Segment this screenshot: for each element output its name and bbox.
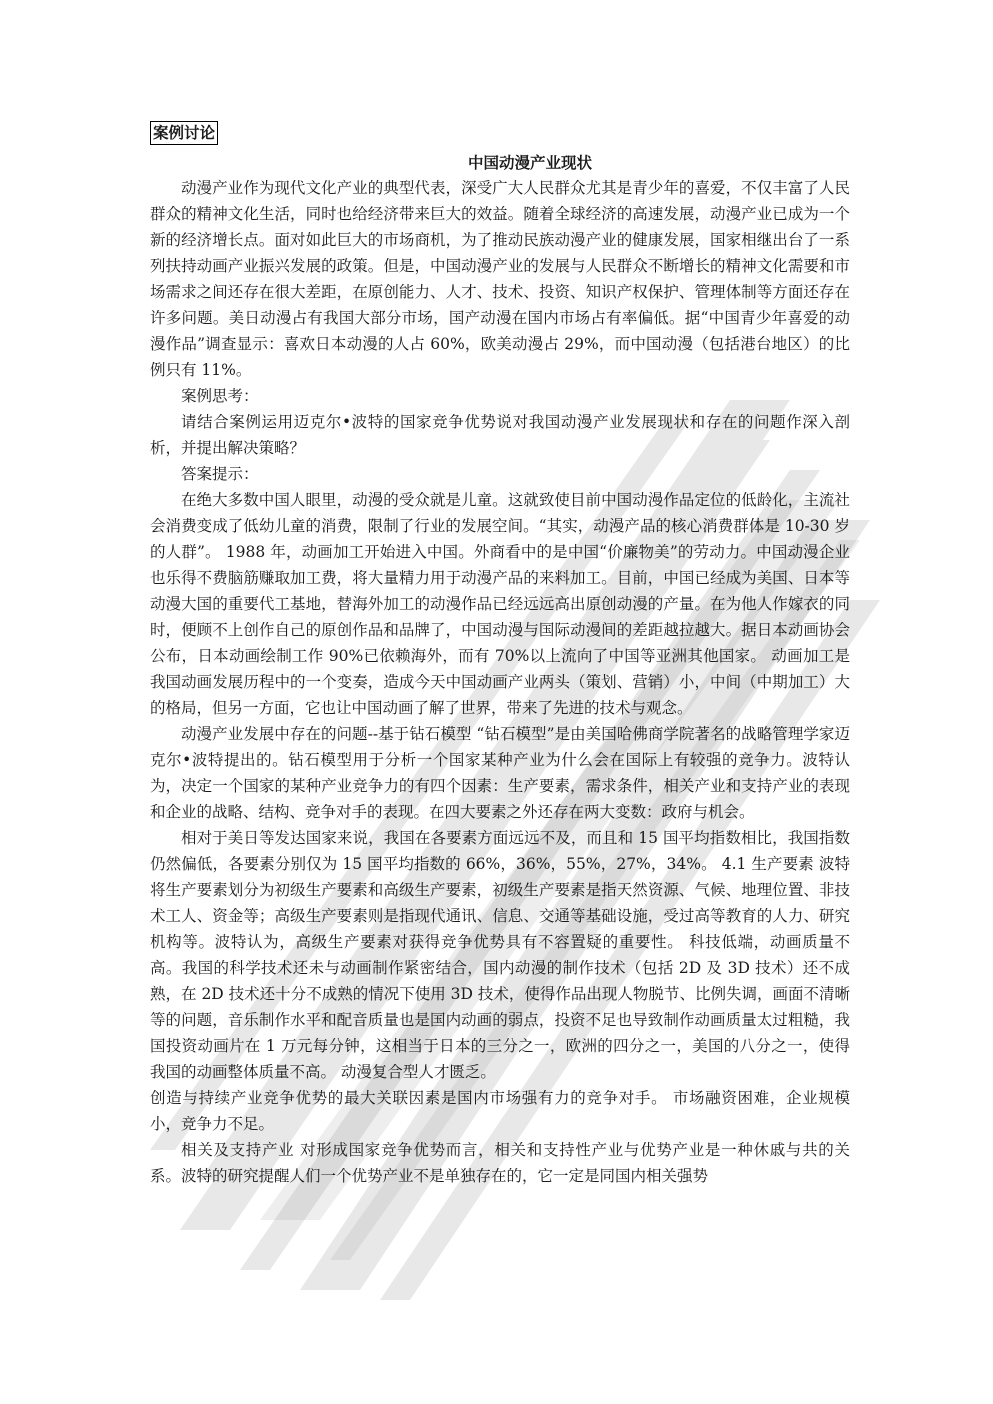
paragraph-answer-hint-label: 答案提示： (181, 465, 259, 483)
paragraph-factors: 相对于美日等发达国家来说，我国在各要素方面远远不及，而且和 15 国平均指数相比，我国指数仍然偏低，各要素分别仅为 15 国平均指数的 66%，36%，55%，27%，34%。 4.1 生产要素 波特将生产要素划分为初级生产要素和高级生产要素，初级生产要素是指天然资源、气候、地理位置、非技术工人、资金等；高级生产要素则是指现代通讯、信息、交通等基础设施，受过高等教育的人力、研究机构等。波特认为，高级生产要素对获得竞争优势具有不容置疑的重要性。 科技低端，动画质量不高。我国的科学技术还未与动画制作紧密结合，国内动漫的制作技术（包括 2D 及 3D 技术）还不成熟，在 2D 技术还十分不成熟的情况下使用 3D 技术，使得作品出现人物脱节、比例失调，画面不清晰等的问题，音乐制作水平和配音质量也是国内动画的弱点，投资不足也导致制作动画质量太过粗糙，我国投资动画片在 1 万元每分钟，这相当于日本的三分之一，欧洲的四分之一，美国的八分之一，使得我国的动画整体质量不高。 动漫复合型人才匮乏。 (150, 829, 850, 1081)
section-label: 案例讨论 (150, 121, 218, 145)
paragraph-related-industries: 相关及支持产业 对形成国家竞争优势而言，相关和支持性产业与优势产业是一种休戚与共的关系。波特的研究提醒人们一个优势产业不是单独存在的，它一定是同国内相关强势 (150, 1141, 850, 1185)
paragraph-competition: 创造与持续产业竞争优势的最大关联因素是国内市场强有力的竞争对手。 市场融资困难，企业规模小，竞争力不足。 (150, 1089, 850, 1133)
document-title: 中国动漫产业现状 (467, 154, 592, 172)
document-page (150, 120, 850, 1189)
paragraph-case-thinking-label: 案例思考： (181, 387, 259, 405)
paragraph-question: 请结合案例运用迈克尔•波特的国家竞争优势说对我国动漫产业发展现状和存在的问题作深入剖析，并提出解决策略？ (150, 413, 850, 457)
paragraph-intro: 动漫产业作为现代文化产业的典型代表，深受广大人民群众尤其是青少年的喜爱，不仅丰富了人民群众的精神文化生活，同时也给经济带来巨大的效益。随着全球经济的高速发展，动漫产业已成为一个新的经济增长点。面对如此巨大的市场商机，为了推动民族动漫产业的健康发展，国家相继出台了一系列扶持动画产业振兴发展的政策。但是，中国动漫产业的发展与人民群众不断增长的精神文化需要和市场需求之间还存在很大差距，在原创能力、人才、技术、投资、知识产权保护、管理体制等方面还存在许多问题。美日动漫占有我国大部分市场，国产动漫在国内市场占有率偏低。据“中国青少年喜爱的动漫作品”调查显示：喜欢日本动漫的人占 60%，欧美动漫占 29%，而中国动漫（包括港台地区）的比例只有 11%。 (150, 179, 850, 379)
paragraph-diamond-model: 动漫产业发展中存在的问题--基于钻石模型 “钻石模型”是由美国哈佛商学院著名的战略管理学家迈克尔•波特提出的。钻石模型用于分析一个国家某种产业为什么会在国际上有较强的竞争力。波特认为，决定一个国家的某种产业竞争力的有四个因素：生产要素，需求条件，相关产业和支持产业的表现和企业的战略、结构、竞争对手的表现。在四大要素之外还存在两大变数：政府与机会。 (150, 725, 850, 821)
paragraph-answer-1: 在绝大多数中国人眼里，动漫的受众就是儿童。这就致使目前中国动漫作品定位的低龄化，主流社会消费变成了低幼儿童的消费，限制了行业的发展空间。“其实，动漫产品的核心消费群体是 10-30 岁的人群”。 1988 年，动画加工开始进入中国。外商看中的是中国“价廉物美”的劳动力。中国动漫企业也乐得不费脑筋赚取加工费，将大量精力用于动漫产品的来料加工。目前，中国已经成为美国、日本等动漫大国的重要代工基地，替海外加工的动漫作品已经远远高出原创动漫的产量。在为他人作嫁衣的同时，便顾不上创作自己的原创作品和品牌了，中国动漫与国际动漫间的差距越拉越大。据日本动画协会公布，日本动画绘制工作 90%已依赖海外，而有 70%以上流向了中国等亚洲其他国家。 动画加工是我国动画发展历程中的一个变奏，造成今天中国动画产业两头（策划、营销）小，中间（中期加工）大的格局，但另一方面，它也让中国动画了解了世界，带来了先进的技术与观念。 (150, 491, 850, 717)
